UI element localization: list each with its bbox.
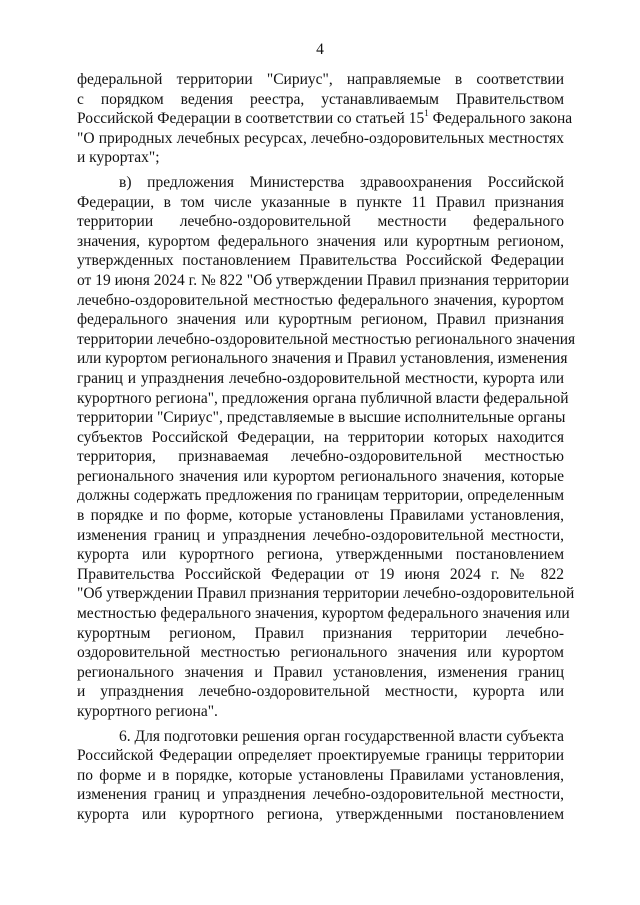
page-number: 4	[316, 41, 324, 58]
text-line: и упразднения лечебно-оздоровительной местности, курорта или	[77, 683, 564, 701]
text-line: регионального значения и Правил установления, изменения границ	[77, 663, 564, 681]
text-line: в порядке и по форме, которые установлены Правилами установления,	[77, 507, 564, 525]
text-line: регионального значения или курортом регионального значения, которые	[77, 467, 564, 485]
text-line: Правительства Российской Федерации от 19 июня 2024 г. № 822	[77, 565, 564, 583]
text-line: Российской Федерации определяет проектируемые границы территории	[77, 747, 564, 765]
text-line: субъектов Российской Федерации, на территории которых находится	[77, 428, 564, 446]
text-line: курорта или курортного региона, утвержденными постановлением	[77, 805, 564, 823]
text-line: изменения границ и упразднения лечебно-оздоровительной местности,	[77, 786, 564, 804]
text-line: курортного региона".	[77, 703, 218, 720]
text-line: курортного региона", предложения органа публичной власти федеральной	[77, 389, 569, 407]
text-line: значения, курортом федерального значения или курортным регионом,	[77, 232, 564, 250]
text-line: должны содержать предложения по границам территории, определенным	[77, 487, 564, 505]
text-line: федеральной территории "Сириус", направляемые в соответствии	[77, 71, 564, 88]
text-line: оздоровительной местностью регионального значения или курортом	[77, 644, 564, 662]
text-line: территории лечебно-оздоровительной местностью регионального значения	[77, 330, 576, 348]
text-line: по форме и в порядке, которые установлены Правилами установления,	[77, 766, 564, 784]
text-line: территории "Сириус", представляемые в высшие исполнительные органы	[77, 409, 566, 427]
text-line: курорта или курортного региона, утвержденными постановлением	[77, 546, 564, 564]
text-line: территория, признаваемая лечебно-оздоровительной местностью	[77, 448, 564, 466]
document-body	[77, 70, 576, 825]
text-line: изменения границ и упразднения лечебно-оздоровительной местности,	[77, 526, 564, 544]
text-line: курортным регионом, Правил признания территории лечебно-	[77, 624, 564, 642]
text-line: федерального значения или курортным регионом, Правил признания	[77, 311, 564, 329]
text-line: 6. Для подготовки решения орган государственной власти субъекта	[119, 727, 564, 745]
text-line: границ и упразднения лечебно-оздоровительной местности, курорта или	[77, 369, 564, 387]
text-line: местностью федерального значения, курортом федерального значения или	[77, 605, 570, 623]
text-line: в) предложения Министерства здравоохранения Российской	[119, 173, 564, 191]
text-line: лечебно-оздоровительной местностью федерального значения, курортом	[77, 291, 564, 309]
text-line: от 19 июня 2024 г. № 822 "Об утверждении Правил признания территории	[77, 271, 570, 289]
text-line: территории лечебно-оздоровительной местности федерального	[77, 213, 564, 231]
text-line: утвержденных постановлением Правительства Российской Федерации	[77, 252, 564, 270]
superscript: 1	[424, 108, 429, 119]
text-line: с порядком ведения реестра, устанавливаемым Правительством	[77, 90, 564, 108]
text-line: Российской Федерации в соответствии со статьей $15^1$ Федерального закона	[77, 108, 573, 128]
text-line: или курортом регионального значения и Правил установления, изменения	[77, 350, 568, 368]
text-line: "О природных лечебных ресурсах, лечебно-оздоровительных местностях	[77, 129, 564, 147]
text-line: "Об утверждении Правил признания территории лечебно-оздоровительной	[77, 585, 575, 603]
text-line: и курортах";	[77, 149, 160, 167]
text-line: Федерации, в том числе указанные в пункте 11 Правил признания	[77, 193, 564, 211]
